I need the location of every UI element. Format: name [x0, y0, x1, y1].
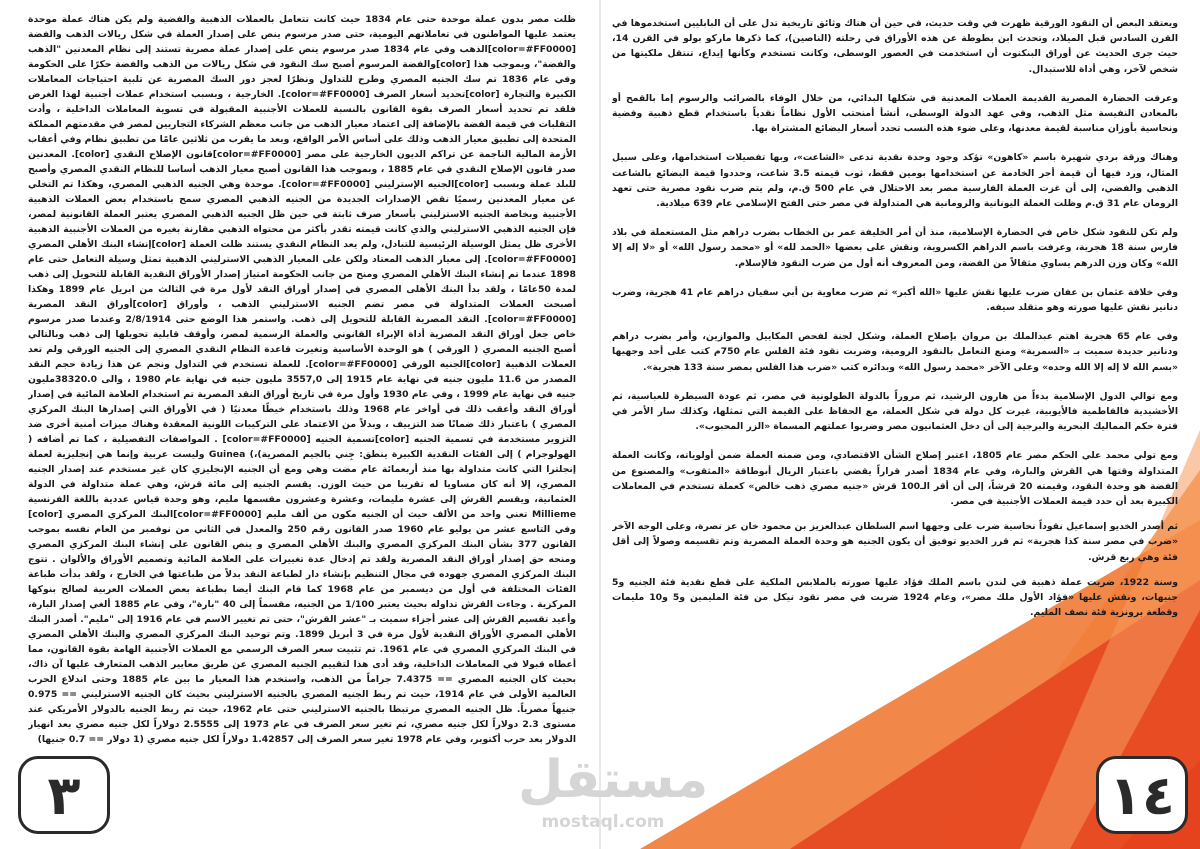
right-paragraph: ومع توالي الدول الإسلامية بدءاً من هارون الرشيد، ثم مروراً بالدولة الطولونية في مصر، ثم عودة السيطرة للعباسية، ثم الأخشيدية فالفاطمية فالأيوبية، غيرت كل دولة في شكل العملة، مع الحفاظ على القيمة التي تمثلها، وكذلك سار الأمر في فترة حكم المماليك البحرية والبرجية إلى أن دخل العثمانيون مصر وضربوا عملتهم المسماة «الزر المحبوب». — [612, 390, 1178, 433]
right-paragraph: وهناك ورقة بردي شهيرة باسم «كاهون» تؤكد وجود وحدة نقدية تدعى «الشاعت»، وبها تفصيلات استخدامها، وعلى سبيل المثال، ورد فيها أن قيمة أجر الخادمة عن استخدامها بومين فقط، ثوب قيمته 3.5 شاعت، وحددوا قيمة البضائع بالشاعت الذهبي والفضي، إلى أن غزت العملة الفارسية مصر بعد الاحتلال في عام 500 ق.م، ولم يتم ضرب نقود مصرية حتى تعهد الرومان عام 31 ق.م وظلت العملة اليونانية والرومانية هي المتداولة في مصر حتى الفتح الإسلامي عام 639 ميلادية. — [612, 152, 1178, 210]
right-paragraph: ومع تولي محمد علي الحكم مصر عام 1805، اعتبر إصلاح الشأن الاقتصادي، ومن ضمنه العملة ضمن أولوياته، وكانت العملة المتداولة وقتها هي القرش والبارة، وفي عام 1834 أصدر قراراً يقضي باعتبار الريال أبوطاقة «المثقوب» والمصنوع من الفضة هو وحدة النقود، وقيمته 20 قرشاً، إلى أن أقر الـ100 قرش «جنيه مصري ذهب خالص» كعملة تستخدم في المعاملات الكبيرة بعد أن حدد قيمة العملات الأجنبية في مصر. — [612, 450, 1178, 508]
right-paragraph: ثم أصدر الخديو إسماعيل نقوداً نحاسية ضرب على وجهها اسم السلطان عبدالعزيز بن محمود خان عز نصرة، وعلى الوجه الآخر «ضرب في مصر سنة كذا هجرية» ثم قرر الخديو توفيق أن يكون الجنيه هو وحدة العملة المصرية وتم تقسيمه وصولاً إلى أقل فئة وهي ربع قرش. — [612, 521, 1178, 563]
right-paragraph: وفي خلافة عثمان بن عفان ضرب عليها نقش عليها «الله أكبر» ثم ضرب معاوية بن أبي سفيان دراهم عام 41 هجرية، وضرب دنانير نقش عليها صورته وهو متقلد سيفه. — [612, 286, 1178, 314]
right-paragraph: ويعتقد البعض أن النقود الورقية ظهرت في وقت حديث، في حين أن هناك وثائق تاريخية تدل على أن البابليين استخدموها في القرن السادس قبل الميلاد، وتحدث ابن بطوطة عن هذه الأوراق في رحلته (الناصين)، كما ذكرها ماركو بولو في القرن 14، حيث جرى الحديث عن أوراق البنكنوت أن استخدمت في العصور الوسطى، وكانت تستخدم وكأنها إيداع، تنتقل ملكيتها من شخص لآخر، وهي أداة للاستبدال. — [612, 18, 1178, 75]
left-page-number: ٣ — [18, 756, 110, 834]
right-page-text — [612, 16, 1178, 740]
right-paragraph: وعرفت الحضارة المصرية القديمة العملات المعدنية في شكلها البدائي، من خلال الوفاء بالضرائب والرسوم إما بالقمح أو بالمعادن النفيسة مثل الذهب، وفي عهد الدولة الوسطى، أنشأ أمنحتب الأول نظاماً نقدياً باستخدام قطع ذهبية وفضية ونحاسية بأوزان مناسبة لقيمة معدنها، وعلى ضوء هذه النسب تحدد أسعار البضائع المشتراة بها. — [612, 92, 1178, 135]
left-paragraph: ظلت مصر بدون عملة موحدة حتى عام 1834 حيث كانت تتعامل بالعملات الذهبية والفضية ولم يكن هناك عملة موحدة يعتمد عليها المواطنون في تعاملاتهم اليومية، حتى صدر مرسوم ينص على إصدار العملة في شكل ريالات الذهب والفضة [color=#FF0000]الذهب وفي عام 1834 صدر مرسوم ينص على إصدار عملة مصرية تستند إلى نظام المعدنين "الذهب والفضة"، وبموجب هذا [color]والفضة المرسوم أصبح سك النقود في شكل ريالات من الذهب والفضة حكرًا على الحكومة وفي عام 1836 تم سك الجنيه المصري وطرح للتداول ونظرًا لعجز دور السك المصرية عن تلبية احتياجات المعاملات الكبيرة والتجارة [color]تحديد أسعار الصرف [color=#FF0000]. الخارجية ، وبسبب استخدام عملات أجنبية لهذا الغرض فلقد تم تحديد أسعار الصرف بقوة القانون بالنسبة للعملات الأجنبية المقبولة في تسوية المعاملات الداخلية ، وأدت التقلبات في قيمة الفضة بالإضافة إلى اعتماد معيار الذهب من جانب معظم الشركاء التجاريين لمصر في مقدمتهم المملكة المتحدة إلى تطبيق معيار الذهب وذلك على أساس الأمر الواقع، وبعد ما يقرب من ثلاثين عامًا من تطبيق نظام وفي أعقاب الأزمة المالية الناجمة عن تراكم الديون الخارجية على مصر [color=#FF0000]قانون الإصلاح النقدي [color]. المعدنين صدر قانون الإصلاح النقدي في عام 1885 ، وبموجب هذا القانون أصبح معيار الذهب أساسا للنظام النقدي المصري وأصبح للبلد عملة وبسبب [color]الجنيه الإسترليني [color=#FF0000]. موحدة وهي الجنيه الذهبي المصري، وهكذا تم التخلي عن معيار المعدنين رسميًا نقص الإصدارات الجديدة من الجنيه الذهبي المصري سمح باستخدام بعض العملات الذهبية الأجنبية وبخاصة الجنيه الاسترليني بأسعار صرف ثابتة في حين ظل الجنيه الذهبي المصري يعتبر العملة القانونية لمصر، فإن الجنيه الذهبي الاسترليني والذي كانت قيمته تقدر بأكثر من محتواه الذهبي مقارنة بغيره من العملات الأجنبية الذهبية الأخرى ظل يمثل الوسيلة الرئيسية للتبادل، ولم يعد النظام النقدي يستند ظلت العملة [color]إنشاء البنك الأهلي المصري [color=#FF0000]. إلى معيار الذهب المعتاد ولكن على المعيار الذهبي الاسترليني الذهبية تمثل وسيلة التعامل حتى عام 1898 عندما تم إنشاء البنك الأهلي المصري ومنح من جانب الحكومة امتياز إصدار الأوراق النقدية القابلة للتحويل إلى ذهب لمدة 50عامًا ، ولقد بدأ البنك الأهلى المصري في إصدار أوراق النقد لأول مرة في الثالث من ابريل عام 1899 وهكذا أصبحت العملات المتداولة في مصر تضم الجنيه الاسترليني الذهب ، وأوراق [color]أوراق النقد المصرية [color=#FF0000]. النقد المصرية القابلة للتحويل إلى ذهب. واستمر هذا الوضع حتى 2/8/1914 وعندما صدر مرسوم خاص جعل أوراق النقد المصرية أداة الإبراء القانوني والعملة الرسمية لمصر، وأوقف قابلية تحويلها إلى ذهب وبالتالي أصبح الجنيه المصري ( الورقي ) هو الوحدة الأساسية وتغيرت قاعدة النظام النقدي المصري إلى الجنيه الورقي ولم تعد العملات الذهبية [color]الجنيه الورقي [color=#FF0000]. للعملة تستخدم في التداول ونجم عن هذا زيادة حجم النقد المصدر من 11.6 مليون جنيه في نهاية عام 1915 إلى 3557,0 مليون جنيه في نهاية عام 1980 ، والى 38320.0مليون جنيه في نهاية عام 1999 ، وفي عام 1930 وأول مرة في تاريخ أوراق النقد المصرية تم استخدام العلامة المائية في إصدار أوراق النقد وأعقب ذلك في أواخر عام 1968 وذلك باستخدام خيطًا معدنيًا ( في الأوراق التي إصدارها البنك المركزي المصري ) باعتبار ذلك ضمانًا ضد التزييف ، وبدلاً من الاعتماد على التركيبات اللونية المعقدة وهناك ميزات أمنية أخرى ضد التزوير مستخدمة في تسمية الجنيه [color]تسمية الجنيه [color=#FF0000] . المواصفات التفصيلية ، كما تم أضافه ( الهولوجرام ) إلى الفئات النقدية الكبيرة ينطق: جِني بالجيم المصرية)،) Guinea وليست عربية وإنما هي إنجليزية لعملة إنجلترا التي كانت متداولة بها منذ أربعمائة عام مضت وهي ومع أن الجنيه الإنجليزي كان غير مستخدم عند إصدار الجنيه المصري، إلا أنه كان مساويا له تقريبا من حيث الوزن. يقسم الجنيه إلى مائة قرش، وهي عملة متداولة في الدولة العثمانية، ويقسم القرش إلى عشرة مليمات، وعشرة وعشرون مقسمها مليم، وهو وحدة قياس عددية باللغة الفرنسية Millieme تعني واحد من الألف حيث أن الجنيه مكون من ألف مليم [color=#FF0000]البنك المركزي المصري [color] وفي التاسع عشر من يوليو عام 1960 صدر القانون رقم 250 والمعدل في الثاني من نوفمبر من العام نفسه بموجب القانون 377 بشأن البنك المركزي المصري والبنك الأهلي المصري و ينص القانون على إنشاء البنك المركزي المصري ومنحه حق إصدار أوراق النقد المصرية ولقد تم إدخال عدة تغييرات على العلامة المائية وتصميم الأوراق والألوان . تتوج البنك المركزي المصري جهوده في مجال التنظيم بإنشاء دار لطباعة النقد بدلاً من طباعتها في الخارج ، ولقد بدأت طباعة الفئات المختلفة في أول من ديسمبر من عام 1968 كما قام البنك أيضا بطباعة بعض العملات العربية لصالح بنوكها المركزية . وجاءت القرش تداوله بحيث يعتبر 1/100 من الجنيه، مقسماً إلى 40 "بارة"، وفي عام 1885 ألغي إصدار البارة، وأعيد تقسيم القرش إلى عشر أجزاء سميت بـ "عشر القرش"، حتى تم تغيير الاسم في عام 1916 إلى "مليم". أصدر البنك الأهلي المصري الأوراق النقدية لأول مرة في 3 أبريل 1899. وتم توحيد البنك المركزي المصري والبنك الأهلي المصري في البنك المركزي المصري في عام 1961. تم تثبيت سعر الصرف الرسمي مع العملات الأجنبية الهامة بقوة القانون، مما أعطاه قبولا في المعاملات الداخلية، وقد أدى هذا لتقييم الجنيه المصري عن طريق معايير الذهب المتعارف عليها آن ذاك، بحيث كان الجنيه المصري == 7.4375 جراماً من الذهب، واستخدم هذا المعيار ما بين عام 1885 وحتى اندلاع الحرب العالمية الأولى في عام 1914، حيث تم ربط الجنيه المصري بالجنيه الاسترليني بحيث كان الجنيه الاسترليني == 0.975 جنيهاً مصرياً. ظل الجنيه المصري مرتبطا بالجنيه الاسترليني حتى عام 1962، حيث تم ربط الجنيه بالدولار الأمريكي عند مستوى 2.3 دولاراً لكل جنيه مصري، ثم تغير سعر الصرف في عام 1973 إلى 2.5555 دولاراً لكل جنيه مصري بعد انهيار الدولار بعد حرب أكتوبر، وفي عام 1978 تغير سعر الصرف إلى 1.42857 دولاراً لكل جنيه مصري (1 دولار == 0.7 جنيها) — [28, 14, 576, 745]
right-paragraph: وسنة 1922، ضربت عملة ذهبية في لندن باسم الملك فؤاد عليها صورته بالملابس الملكية على قطع نقدية فئة الجنيه و5 جنيهات، ونقش عليها «فؤاد الأول ملك مصر»، وعام 1924 ضربت في مصر نقود نيكل من فئة المليمين و5 و10 مليمات وقطعة برونزية فئة نصف المليم. — [612, 576, 1178, 619]
right-paragraph: وفي عام 65 هجرية اهتم عبدالملك بن مروان بإصلاح العملة، وشكل لجنة لفحص المكاييل والموازين، وأمر بضرب دراهم ودنانير جديدة سميت بـ «السمرية» ومنع التعامل بالنقود الرومية، وضربت نقود فئة الفلس عام 750م كتب على أحد وجهيها «بسم الله لا إله إلا الله وحده» وعلى الآخر «محمد رسول الله» وبدائره كتب «ضرب هذا الفلس بمصر سنة 133 هجرية». — [612, 331, 1178, 373]
watermark-url-text: mostaql.com — [541, 812, 665, 832]
watermark-logo — [518, 748, 709, 848]
watermark-main-text: مستقل — [518, 750, 709, 810]
left-page-text — [28, 12, 576, 748]
page-gutter — [599, 0, 601, 849]
right-page-number: ١٤ — [1096, 756, 1188, 834]
right-paragraph: ولم تكن للنقود شكل خاص في الحضارة الإسلامية، منذ أن أمر الخليفة عمر بن الخطاب بضرب دراهم مثل المستعملة في بلاد فارس سنة 18 هجرية، وعرفت باسم الدراهم الكسروية، ونقش على بعضها «الحمد لله» أو «محمد رسول الله» أو «لا إله إلا الله» وكان وزن الدرهم يساوي مثقالاً من الفضة، ومن المعروف أنه أول من ضرب النقود فالإسلام. — [612, 227, 1178, 269]
